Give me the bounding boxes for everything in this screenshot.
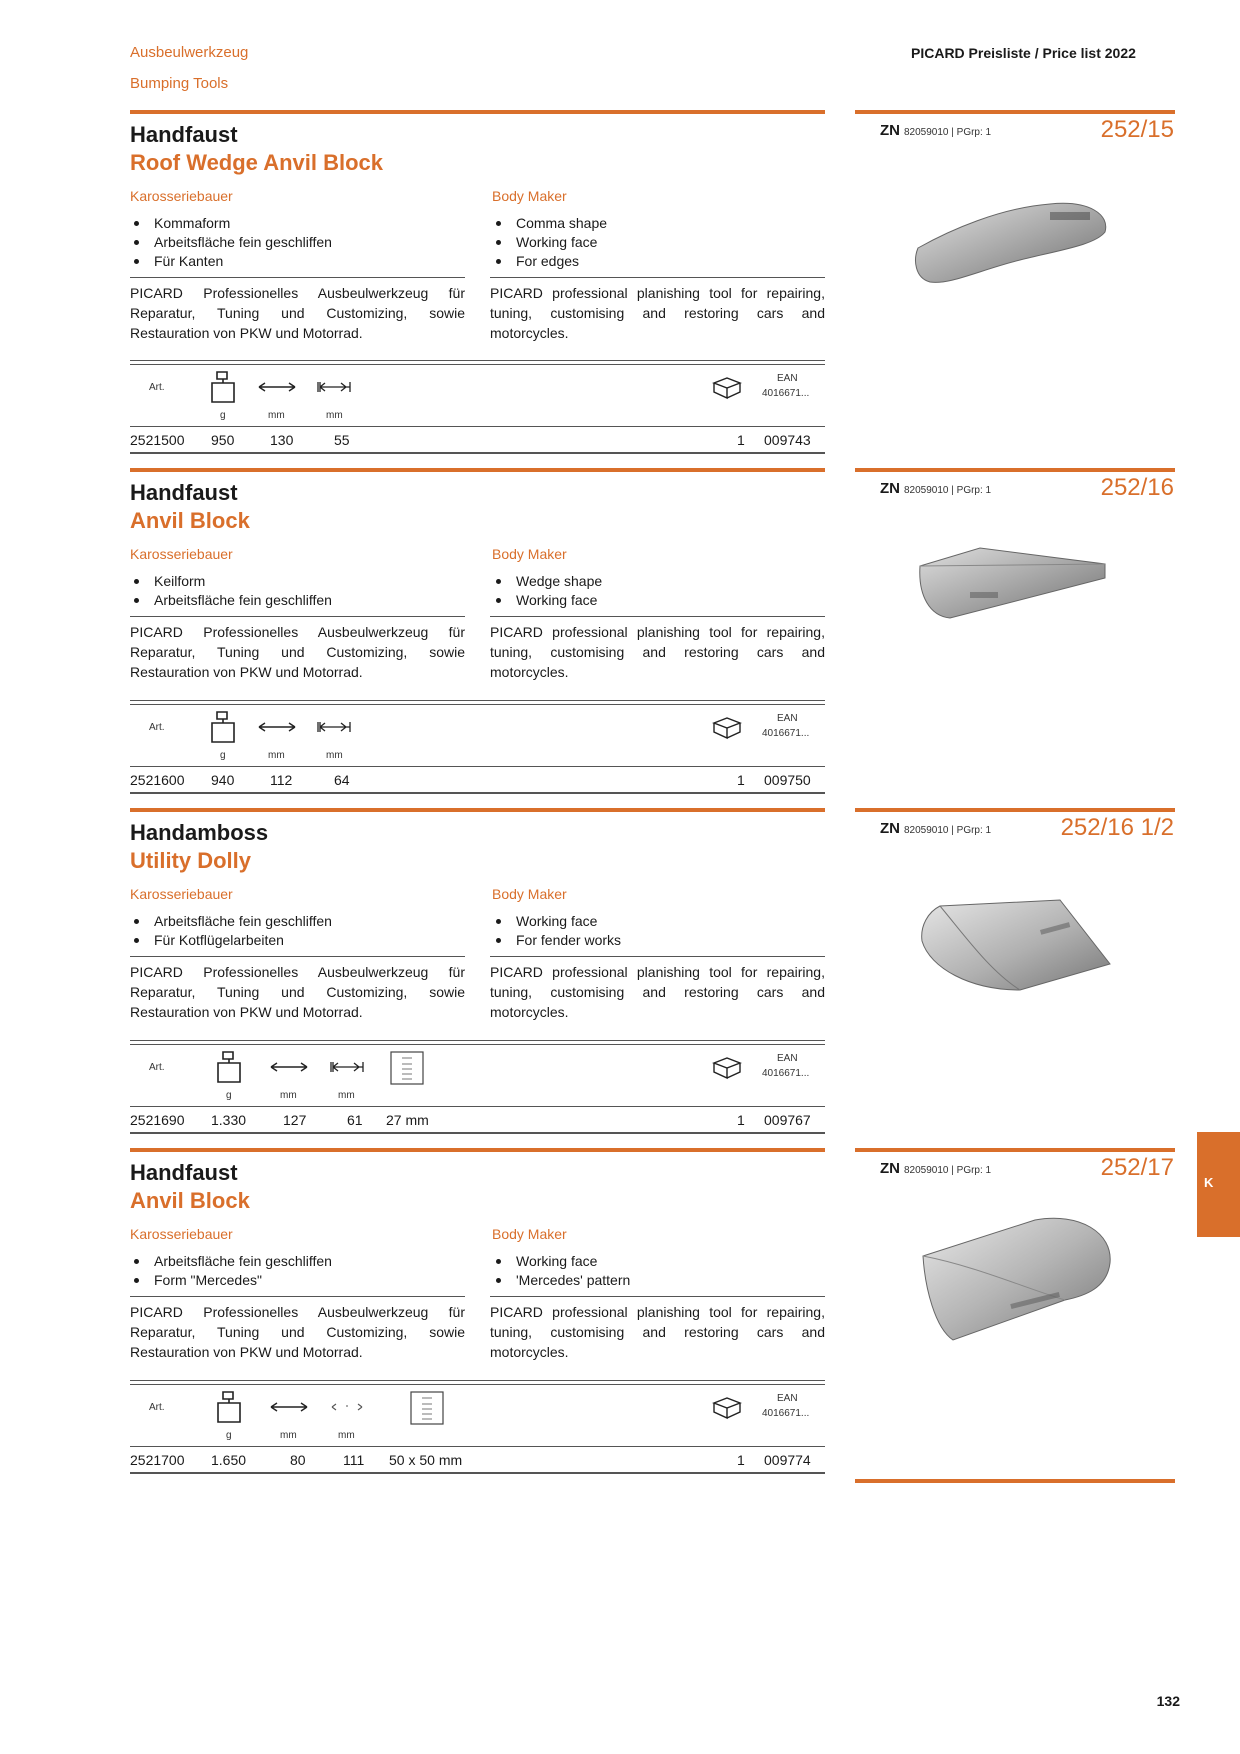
weight-icon <box>210 710 236 744</box>
unit-mm: mm <box>338 1090 355 1101</box>
feature-list-de <box>130 572 332 610</box>
unit-mm: mm <box>326 750 343 761</box>
article-number: 2521700 <box>130 1452 185 1468</box>
description-en: PICARD professional planishing tool for repairing, tuning, customising and restoring cars and motorcycles. <box>490 624 825 680</box>
feature-list-de <box>130 214 332 271</box>
width-value: 64 <box>334 772 350 788</box>
divider <box>490 277 825 278</box>
width-icon <box>329 1401 365 1413</box>
category-label-de: Karosseriebauer <box>130 546 233 562</box>
width-value: 111 <box>343 1452 365 1468</box>
mercedes-anvil-block-image <box>915 1208 1120 1353</box>
ean-label: EAN <box>777 1053 798 1064</box>
weight-icon <box>210 370 236 404</box>
ean-value: 009743 <box>764 432 811 448</box>
description-de: PICARD Professionelles Ausbeulwerkzeug für Reparatur, Tuning und Customizing, sowie Restauration von PKW und Motorrad. <box>130 624 465 680</box>
section-rule <box>130 1148 825 1152</box>
spec-rule <box>130 364 825 365</box>
chapter-tab: K <box>1197 1132 1240 1237</box>
spec-rule <box>130 704 825 705</box>
section-rule-right <box>855 1479 1175 1483</box>
unit-mm: mm <box>326 410 343 421</box>
pack-qty: 1 <box>737 432 745 448</box>
list-item: Wedge shape <box>492 572 602 591</box>
weight-value: 1.330 <box>211 1112 247 1128</box>
product-title-en: Utility Dolly <box>130 848 252 873</box>
length-icon <box>257 381 297 393</box>
list-item: Für Kotflügelarbeiten <box>130 931 332 950</box>
spec-rule <box>130 1040 825 1041</box>
description-de: PICARD Professionelles Ausbeulwerkzeug für Reparatur, Tuning und Customizing, sowie Restauration von PKW und Motorrad. <box>130 285 465 341</box>
ean-prefix: 4016671... <box>762 388 810 399</box>
list-item: Kommaform <box>130 214 332 233</box>
spec-rule <box>130 1446 825 1447</box>
list-item: Arbeitsfläche fein geschliffen <box>130 1252 332 1271</box>
product-section <box>0 1148 1240 1488</box>
list-item: Form "Mercedes" <box>130 1271 332 1290</box>
list-item: Arbeitsfläche fein geschliffen <box>130 591 332 610</box>
length-value: 112 <box>270 772 293 788</box>
page-number: 132 <box>1156 1693 1180 1709</box>
art-label: Art. <box>149 1402 165 1413</box>
list-item: For fender works <box>492 931 621 950</box>
pack-qty: 1 <box>737 1112 745 1128</box>
ean-prefix: 4016671... <box>762 1068 810 1079</box>
unit-g: g <box>226 1430 232 1441</box>
category-label-de: Karosseriebauer <box>130 886 233 902</box>
section-rule <box>130 110 825 114</box>
face-size-value: 27 mm <box>386 1112 429 1128</box>
category-label-en: Body Maker <box>492 188 567 204</box>
unit-mm: mm <box>268 750 285 761</box>
list-item: Working face <box>492 1252 630 1271</box>
list-item: Comma shape <box>492 214 607 233</box>
product-section <box>0 808 1240 1148</box>
divider <box>130 1296 465 1297</box>
face-size-value: 50 x 50 mm <box>389 1452 463 1468</box>
list-item: Working face <box>492 233 607 252</box>
pack-qty: 1 <box>737 772 745 788</box>
list-item: Für Kanten <box>130 252 332 271</box>
customs-code: ZN 82059010 | PGrp: 1 <box>880 480 992 497</box>
weight-icon <box>216 1390 242 1424</box>
product-reference: 252/16 1/2 <box>1060 814 1174 841</box>
length-icon <box>257 721 297 733</box>
unit-g: g <box>220 750 226 761</box>
feature-list-en <box>492 572 602 610</box>
unit-mm: mm <box>280 1090 297 1101</box>
art-label: Art. <box>149 722 165 733</box>
weight-value: 950 <box>211 432 235 448</box>
spec-rule <box>130 766 825 767</box>
list-item: Arbeitsfläche fein geschliffen <box>130 912 332 931</box>
art-label: Art. <box>149 1062 165 1073</box>
product-reference: 252/16 <box>1100 474 1174 501</box>
unit-mm: mm <box>338 1430 355 1441</box>
customs-code: ZN 82059010 | PGrp: 1 <box>880 820 992 837</box>
unit-g: g <box>220 410 226 421</box>
description-en: PICARD professional planishing tool for repairing, tuning, customising and restoring cars and motorcycles. <box>490 964 825 1020</box>
category-label-de: Karosseriebauer <box>130 188 233 204</box>
customs-code: ZN 82059010 | PGrp: 1 <box>880 122 992 139</box>
width-value: 61 <box>347 1112 363 1128</box>
pack-qty: 1 <box>737 1452 745 1468</box>
anvil-block-image <box>910 536 1120 626</box>
spec-rule <box>130 360 825 361</box>
product-reference: 252/15 <box>1100 116 1174 143</box>
length-value: 130 <box>270 432 294 448</box>
feature-list-en <box>492 214 607 271</box>
feature-list-de <box>130 1252 332 1290</box>
list-item: Keilform <box>130 572 332 591</box>
section-rule <box>130 468 825 472</box>
section-rule <box>130 808 825 812</box>
length-value: 127 <box>283 1112 307 1128</box>
weight-icon <box>216 1050 242 1084</box>
ean-label: EAN <box>777 373 798 384</box>
product-section <box>0 468 1240 808</box>
art-label: Art. <box>149 382 165 393</box>
spec-rule <box>130 1384 825 1385</box>
weight-value: 940 <box>211 772 235 788</box>
feature-list-de <box>130 912 332 950</box>
width-value: 55 <box>334 432 350 448</box>
spec-rule <box>130 700 825 701</box>
divider <box>490 956 825 957</box>
category-de: Ausbeulwerkzeug <box>130 44 249 61</box>
length-icon <box>269 1061 309 1073</box>
product-title-de: Handfaust <box>130 480 238 505</box>
ean-label: EAN <box>777 713 798 724</box>
box-icon <box>712 716 742 740</box>
description-en: PICARD professional planishing tool for repairing, tuning, customising and restoring cars and motorcycles. <box>490 1304 825 1360</box>
divider <box>130 277 465 278</box>
width-icon <box>316 381 352 393</box>
box-icon <box>712 1056 742 1080</box>
product-reference: 252/17 <box>1100 1154 1174 1181</box>
spec-rule <box>130 426 825 427</box>
list-item: Working face <box>492 912 621 931</box>
list-item: Arbeitsfläche fein geschliffen <box>130 233 332 252</box>
spec-rule <box>130 1472 825 1474</box>
section-rule-right <box>855 1148 1175 1152</box>
utility-dolly-image <box>910 886 1120 1006</box>
length-value: 80 <box>290 1452 306 1468</box>
unit-g: g <box>226 1090 232 1101</box>
divider <box>490 1296 825 1297</box>
article-number: 2521690 <box>130 1112 185 1128</box>
spec-rule <box>130 1106 825 1107</box>
ean-value: 009767 <box>764 1112 811 1128</box>
list-item: 'Mercedes' pattern <box>492 1271 630 1290</box>
section-rule-right <box>855 468 1175 472</box>
category-label-de: Karosseriebauer <box>130 1226 233 1242</box>
ean-label: EAN <box>777 1393 798 1404</box>
product-title-en: Roof Wedge Anvil Block <box>130 150 384 175</box>
spec-rule <box>130 1380 825 1381</box>
product-title-de: Handamboss <box>130 820 269 845</box>
product-section <box>0 110 1240 450</box>
customs-code: ZN 82059010 | PGrp: 1 <box>880 1160 992 1177</box>
divider <box>490 616 825 617</box>
face-size-icon <box>410 1391 444 1425</box>
unit-mm: mm <box>268 410 285 421</box>
list-item: For edges <box>492 252 607 271</box>
spec-rule <box>130 452 825 454</box>
spec-rule <box>130 792 825 794</box>
ean-value: 009750 <box>764 772 811 788</box>
product-title-de: Handfaust <box>130 122 238 147</box>
ean-value: 009774 <box>764 1452 811 1468</box>
width-icon <box>316 721 352 733</box>
description-en: PICARD professional planishing tool for repairing, tuning, customising and restoring cars and motorcycles. <box>490 285 825 341</box>
category-label-en: Body Maker <box>492 886 567 902</box>
product-title-en: Anvil Block <box>130 1188 250 1213</box>
section-rule-right <box>855 808 1175 812</box>
unit-mm: mm <box>280 1430 297 1441</box>
feature-list-en <box>492 912 621 950</box>
category-label-en: Body Maker <box>492 546 567 562</box>
feature-list-en <box>492 1252 630 1290</box>
section-rule-right <box>855 110 1175 114</box>
roof-wedge-anvil-image <box>910 190 1120 300</box>
spec-rule <box>130 1044 825 1045</box>
weight-value: 1.650 <box>211 1452 247 1468</box>
article-number: 2521500 <box>130 432 185 448</box>
product-title-de: Handfaust <box>130 1160 238 1185</box>
length-icon <box>269 1401 309 1413</box>
category-en: Bumping Tools <box>130 75 229 92</box>
box-icon <box>712 1396 742 1420</box>
product-title-en: Anvil Block <box>130 508 250 533</box>
divider <box>130 956 465 957</box>
article-number: 2521600 <box>130 772 185 788</box>
divider <box>130 616 465 617</box>
ean-prefix: 4016671... <box>762 1408 810 1419</box>
spec-rule <box>130 1132 825 1134</box>
category-label-en: Body Maker <box>492 1226 567 1242</box>
ean-prefix: 4016671... <box>762 728 810 739</box>
description-de: PICARD Professionelles Ausbeulwerkzeug für Reparatur, Tuning und Customizing, sowie Restauration von PKW und Motorrad. <box>130 1304 465 1360</box>
box-icon <box>712 376 742 400</box>
width-icon <box>329 1061 365 1073</box>
pricelist-title: PICARD Preisliste / Price list 2022 <box>911 45 1136 61</box>
list-item: Working face <box>492 591 602 610</box>
face-size-icon <box>390 1051 424 1085</box>
description-de: PICARD Professionelles Ausbeulwerkzeug für Reparatur, Tuning und Customizing, sowie Restauration von PKW und Motorrad. <box>130 964 465 1020</box>
